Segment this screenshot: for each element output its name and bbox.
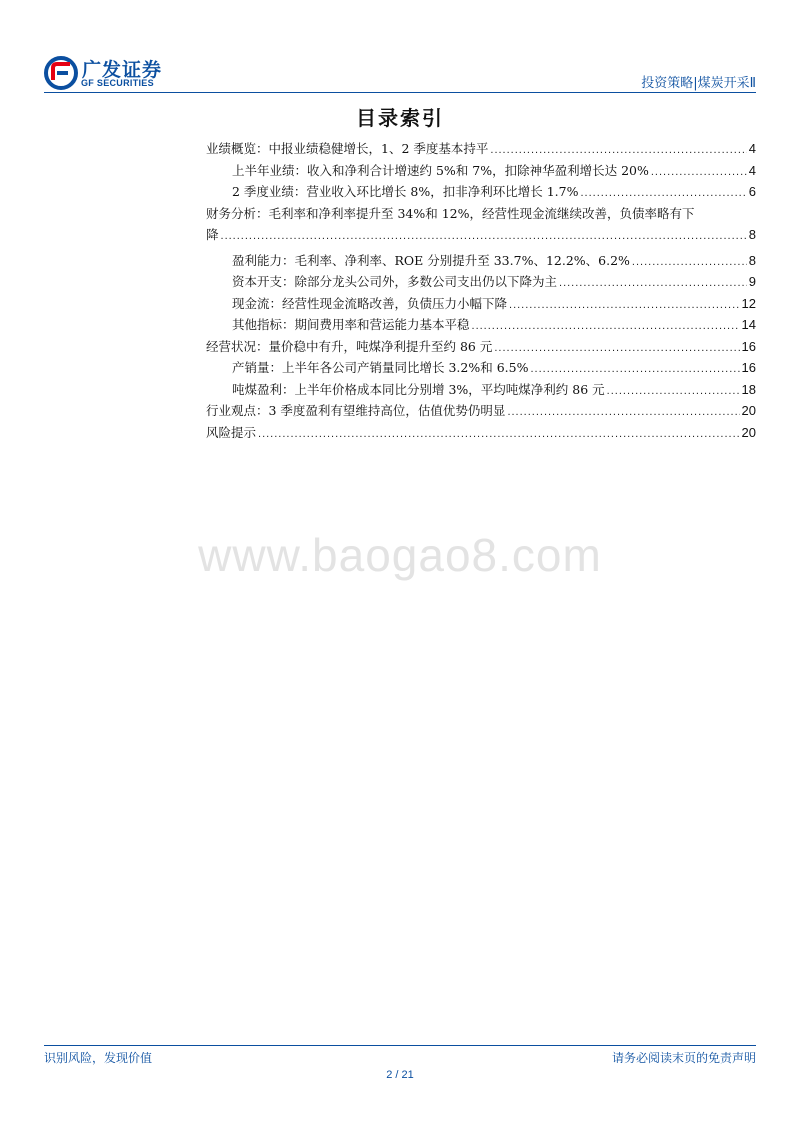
toc-leader xyxy=(258,424,740,446)
toc-entry[interactable] xyxy=(206,422,756,444)
toc-entry-page: 16 xyxy=(741,338,756,354)
toc-entry-page: 6 xyxy=(748,184,756,199)
toc-entry-page: 18 xyxy=(741,381,756,397)
toc-leader xyxy=(509,295,740,317)
footer-slogan: 识别风险，发现价值 xyxy=(44,1051,153,1065)
toc-entry-page: 14 xyxy=(741,317,756,332)
toc-entry[interactable] xyxy=(206,336,756,358)
toc-entry-text: 业绩概览：中报业绩稳健增长，1、2 季度基本持平 xyxy=(206,141,489,156)
toc-entry-text: 经营状况：量价稳中有升，吨煤净利提升至约 86 元 xyxy=(206,338,493,354)
toc-entry-page: 12 xyxy=(741,295,756,311)
table-of-contents xyxy=(206,138,756,443)
gf-logo-icon xyxy=(44,56,78,90)
report-category: 投资策略|煤炭开采Ⅱ xyxy=(641,76,756,91)
toc-entry-text-continued: 降 xyxy=(206,227,219,242)
toc-leader xyxy=(651,162,747,184)
toc-entry[interactable] xyxy=(206,379,756,401)
logo-chinese-name: 广发证券 xyxy=(82,59,163,81)
toc-entry-page: 4 xyxy=(748,141,756,156)
header-divider xyxy=(44,92,756,93)
toc-entry[interactable] xyxy=(206,357,756,379)
gf-securities-logo xyxy=(44,56,174,92)
toc-entry-text: 上半年业绩：收入和净利合计增速约 5%和 7%，扣除神华盈利增长达 20% xyxy=(232,162,649,178)
toc-entry-text: 财务分析：毛利率和净利率提升至 34%和 12%，经营性现金流继续改善，负债率略有下 xyxy=(206,205,695,221)
page-title: 目录索引 xyxy=(356,106,444,130)
toc-entry-page: 8 xyxy=(748,227,756,242)
toc-entry[interactable] xyxy=(206,181,756,203)
toc-leader xyxy=(530,359,739,381)
toc-entry-text: 现金流：经营性现金流略改善，负债压力小幅下降 xyxy=(232,295,508,311)
toc-entry[interactable] xyxy=(206,400,756,422)
toc-entry[interactable] xyxy=(206,314,756,336)
toc-leader xyxy=(507,402,739,424)
toc-entry-text: 产销量：上半年各公司产销量同比增长 3.2%和 6.5% xyxy=(232,360,529,375)
toc-entry-page: 20 xyxy=(741,403,756,418)
toc-leader xyxy=(580,183,746,205)
toc-entry[interactable] xyxy=(206,250,756,272)
toc-entry-text: 2 季度业绩：营业收入环比增长 8%，扣非净利环比增长 1.7% xyxy=(232,184,579,199)
toc-entry-text: 行业观点：3 季度盈利有望维持高位，估值优势仍明显 xyxy=(206,403,506,418)
toc-entry-page: 16 xyxy=(741,360,756,375)
toc-leader xyxy=(632,252,747,274)
toc-leader xyxy=(607,381,740,403)
toc-entry-page: 9 xyxy=(748,274,756,289)
logo-english-name: GF SECURITIES xyxy=(81,78,154,88)
toc-leader xyxy=(472,316,740,338)
page-header xyxy=(0,0,800,96)
toc-entry[interactable] xyxy=(206,138,756,160)
watermark: www.baogao8.com xyxy=(198,529,602,581)
toc-entry[interactable] xyxy=(206,160,756,182)
toc-leader xyxy=(494,338,739,360)
toc-entry-text: 资本开支：除部分龙头公司外，多数公司支出仍以下降为主 xyxy=(232,274,558,289)
toc-entry-page: 4 xyxy=(748,162,756,178)
toc-entry-text: 吨煤盈利：上半年价格成本同比分别增 3%，平均吨煤净利约 86 元 xyxy=(232,381,605,397)
toc-leader xyxy=(221,226,747,248)
toc-entry-text: 其他指标：期间费用率和营运能力基本平稳 xyxy=(232,317,470,332)
toc-entry-text: 风险提示 xyxy=(206,424,257,440)
footer-divider xyxy=(44,1045,756,1046)
footer-disclaimer-note: 请务必阅读末页的免责声明 xyxy=(611,1051,756,1065)
toc-entry[interactable] xyxy=(206,293,756,315)
toc-leader xyxy=(559,273,747,295)
toc-entry-continuation xyxy=(206,224,756,246)
toc-entry-page: 20 xyxy=(741,424,756,440)
toc-entry-page: 8 xyxy=(748,252,756,268)
toc-entry-text: 盈利能力：毛利率、净利率、ROE 分别提升至 33.7%、12.2%、6.2% xyxy=(232,252,630,268)
toc-entry[interactable] xyxy=(206,271,756,293)
page-number: 2 / 21 xyxy=(386,1069,414,1081)
toc-leader xyxy=(490,140,746,162)
toc-entry-wrapped[interactable] xyxy=(206,203,756,246)
